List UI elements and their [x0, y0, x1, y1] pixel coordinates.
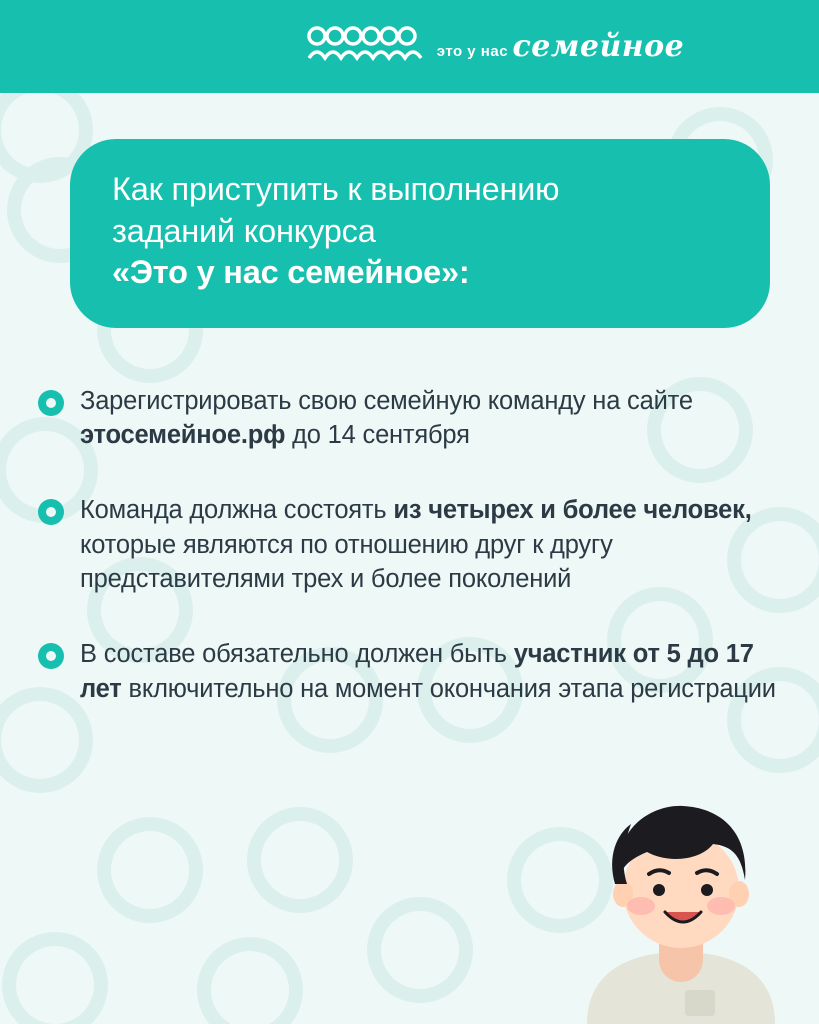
title-line-1: Как приступить к выполнению: [112, 171, 560, 207]
brand-logo-text: [436, 28, 685, 64]
title-line-2: заданий конкурса: [112, 212, 376, 249]
list-item-text: В составе обязательно должен быть участник от 5 до 17 лет включительно на момент окончания этапа регистрации: [80, 640, 776, 703]
bullet-dot-icon: [38, 643, 64, 669]
boy-character-illustration: [561, 794, 801, 1024]
list-item: [38, 384, 785, 453]
title-line-3: «Это у нас семейное»:: [112, 254, 470, 291]
seven-dots-icon: [305, 24, 425, 70]
list-item: [38, 637, 785, 706]
brand-logo: [305, 24, 685, 70]
brand-logo-script: семейное: [512, 28, 685, 64]
title-card: [70, 139, 770, 328]
list-item-text: Зарегистрировать свою семейную команду на сайте этосемейное.рф до 14 сентября: [80, 386, 693, 450]
list-item: [38, 493, 785, 597]
requirements-list: [38, 384, 785, 707]
page-header: [0, 0, 819, 93]
bullet-dot-icon: [38, 499, 64, 525]
brand-logo-top-line: это у нас: [436, 42, 509, 60]
list-item-text: Команда должна состоять из четырех и более человек, которые являются по отношению друг к другу представителями трех и более поколений: [80, 496, 752, 594]
bullet-dot-icon: [38, 390, 64, 416]
